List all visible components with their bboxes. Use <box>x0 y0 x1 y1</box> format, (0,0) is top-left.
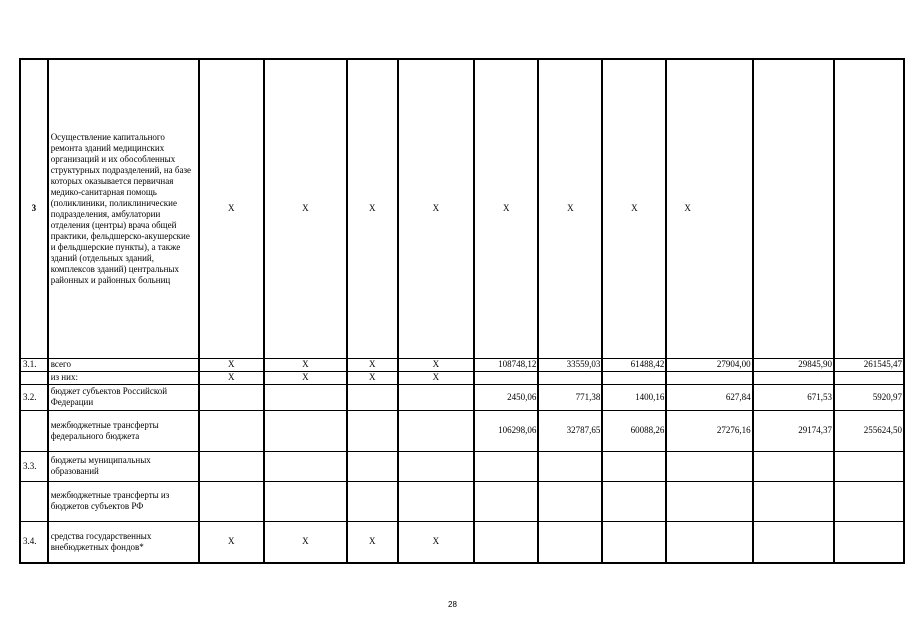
row-number <box>20 371 48 384</box>
row-name: межбюджетные трансферты федерального бюджета <box>48 410 199 451</box>
cell: 27904,00 <box>666 358 752 371</box>
row-name: средства государственных внебюджетных фондов* <box>48 521 199 563</box>
cell <box>199 384 264 410</box>
cell: 60088,26 <box>602 410 666 451</box>
row-number: 3.1. <box>20 358 48 371</box>
cell <box>538 481 602 521</box>
table-row <box>20 410 904 451</box>
cell: Х <box>398 59 475 358</box>
cell: Х <box>264 358 347 371</box>
cell: Х <box>347 371 398 384</box>
row-name: межбюджетные трансферты из бюджетов субъектов РФ <box>48 481 199 521</box>
cell: 5920,97 <box>834 384 904 410</box>
cell <box>474 371 538 384</box>
cell: Х <box>199 521 264 563</box>
cell <box>666 451 752 481</box>
cell <box>347 410 398 451</box>
row-name: бюджет субъектов Российской Федерации <box>48 384 199 410</box>
cell <box>474 481 538 521</box>
table-row <box>20 384 904 410</box>
cell: Х <box>347 59 398 358</box>
cell: Х <box>666 59 752 358</box>
cell: 255624,50 <box>834 410 904 451</box>
cell <box>538 371 602 384</box>
cell <box>753 481 834 521</box>
table-row <box>20 451 904 481</box>
row-name: всего <box>48 358 199 371</box>
table-row <box>20 521 904 563</box>
row-number <box>20 410 48 451</box>
cell: Х <box>398 371 475 384</box>
cell: Х <box>602 59 666 358</box>
cell: Х <box>474 59 538 358</box>
cell: 627,84 <box>666 384 752 410</box>
cell <box>834 451 904 481</box>
cell: Х <box>264 521 347 563</box>
cell: Х <box>347 521 398 563</box>
cell: 32787,65 <box>538 410 602 451</box>
cell: Х <box>264 371 347 384</box>
cell <box>538 451 602 481</box>
cell <box>264 410 347 451</box>
cell <box>347 481 398 521</box>
row-number: 3.3. <box>20 451 48 481</box>
cell: 261545,47 <box>834 358 904 371</box>
cell: Х <box>199 371 264 384</box>
cell <box>753 371 834 384</box>
cell: 29845,90 <box>753 358 834 371</box>
cell <box>834 371 904 384</box>
cell <box>538 521 602 563</box>
cell <box>398 410 475 451</box>
cell: 61488,42 <box>602 358 666 371</box>
cell <box>264 481 347 521</box>
row-number: 3.2. <box>20 384 48 410</box>
cell: Х <box>538 59 602 358</box>
row-name: Осуществление капитального ремонта зданий медицинских организаций и их обособленных структурных подразделений, на базе которых оказывается первичная медико-санитарная помощь (поликлиники, поликлинические подразделения, амбулатории отделения (центры) врача общей практики, фельдшерско-акушерские и фельдшерские пункты), а также зданий (отдельных зданий, комплексов зданий) центральных районных и районных больниц <box>48 59 199 358</box>
cell: 108748,12 <box>474 358 538 371</box>
cell <box>834 521 904 563</box>
table-row <box>20 371 904 384</box>
page-number: 28 <box>448 600 457 609</box>
cell <box>666 371 752 384</box>
cell: Х <box>199 59 264 358</box>
budget-table <box>19 58 905 564</box>
cell: 29174,37 <box>753 410 834 451</box>
cell <box>602 481 666 521</box>
cell <box>753 451 834 481</box>
cell <box>602 451 666 481</box>
cell <box>199 410 264 451</box>
cell: 2450,06 <box>474 384 538 410</box>
cell: Х <box>347 358 398 371</box>
cell <box>398 451 475 481</box>
cell <box>474 521 538 563</box>
cell <box>398 384 475 410</box>
cell <box>753 59 834 358</box>
cell: Х <box>264 59 347 358</box>
cell: 33559,03 <box>538 358 602 371</box>
cell: Х <box>398 521 475 563</box>
cell <box>199 481 264 521</box>
cell <box>666 521 752 563</box>
row-number <box>20 481 48 521</box>
cell <box>347 451 398 481</box>
cell <box>834 481 904 521</box>
table-row <box>20 481 904 521</box>
cell <box>264 451 347 481</box>
row-number: 3 <box>20 59 48 358</box>
cell: 1400,16 <box>602 384 666 410</box>
table-row <box>20 358 904 371</box>
cell: Х <box>199 358 264 371</box>
row-number: 3.4. <box>20 521 48 563</box>
row-name: бюджеты муниципальных образований <box>48 451 199 481</box>
table-row <box>20 59 904 358</box>
cell: Х <box>398 358 475 371</box>
cell: 106298,06 <box>474 410 538 451</box>
cell <box>602 371 666 384</box>
cell: 671,53 <box>753 384 834 410</box>
cell <box>347 384 398 410</box>
cell <box>264 384 347 410</box>
cell: 771,38 <box>538 384 602 410</box>
cell <box>602 521 666 563</box>
row-name: из них: <box>48 371 199 384</box>
cell <box>753 521 834 563</box>
cell <box>398 481 475 521</box>
cell: 27276,16 <box>666 410 752 451</box>
cell <box>834 59 904 358</box>
cell <box>474 451 538 481</box>
cell <box>199 451 264 481</box>
cell <box>666 481 752 521</box>
